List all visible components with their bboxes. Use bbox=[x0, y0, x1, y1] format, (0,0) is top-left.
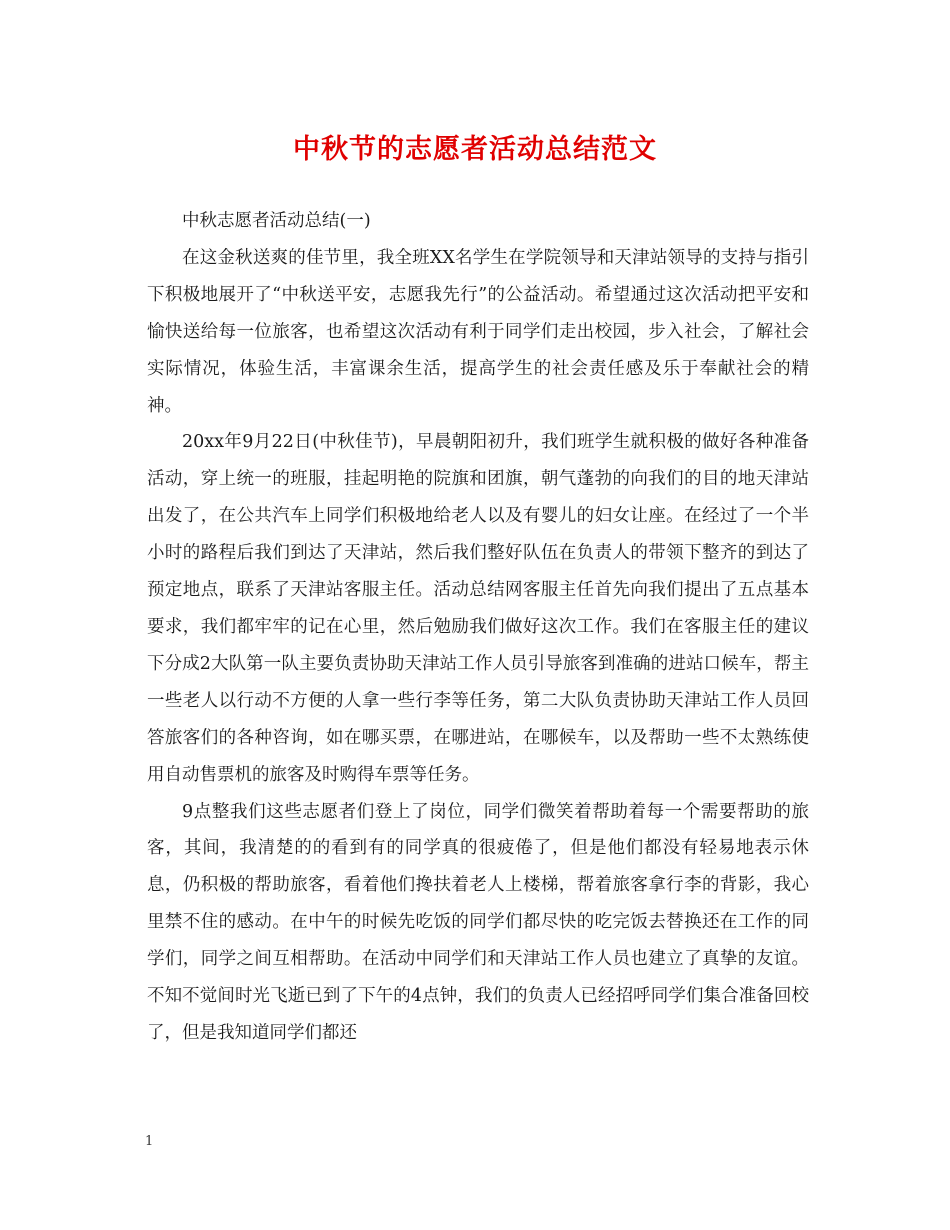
document-title: 中秋节的志愿者活动总结范文 bbox=[293, 134, 657, 165]
body-paragraph-1: 在这金秋送爽的佳节里，我全班XX名学生在学院领导和天津站领导的支持与指引下积极地展开了“中秋送平安，志愿我先行”的公益活动。希望通过这次活动把平安和愉快送给每一位旅客，也希望这次活动有利于同学们走出校园，步入社会，了解社会实际情况，体验生活，丰富课余生活，提高学生的社会责任感及乐于奉献社会的精神。 bbox=[147, 247, 809, 416]
page-number: 1 bbox=[145, 1134, 154, 1149]
document-body bbox=[147, 203, 809, 1052]
section-subheading: 中秋志愿者活动总结(一) bbox=[182, 211, 371, 231]
body-paragraph-2: 20xx年9月22日(中秋佳节)，早晨朝阳初升，我们班学生就积极的做好各种准备活动，穿上统一的班服，挂起明艳的院旗和团旗，朝气蓬勃的向我们的目的地天津站出发了，在公共汽车上同学们积极地给老人以及有婴儿的妇女让座。在经过了一个半小时的路程后我们到达了天津站，然后我们整好队伍在负责人的带领下整齐的到达了预定地点，联系了天津站客服主任。活动总结网客服主任首先向我们提出了五点基本要求，我们都牢牢的记在心里，然后勉励我们做好这次工作。我们在客服主任的建议下分成2大队第一队主要负责协助天津站工作人员引导旅客到准确的进站口候车，帮主一些老人以行动不方便的人拿一些行李等任务，第二大队负责协助天津站工作人员回答旅客们的各种咨询，如在哪买票，在哪进站，在哪候车，以及帮助一些不太熟练使用自动售票机的旅客及时购得车票等任务。 bbox=[147, 432, 809, 785]
body-paragraph-3: 9点整我们这些志愿者们登上了岗位，同学们微笑着帮助着每一个需要帮助的旅客，其间，我清楚的的看到有的同学真的很疲倦了，但是他们都没有轻易地表示休息，仍积极的帮助旅客，看着他们搀扶着老人上楼梯，帮着旅客拿行李的背影，我心里禁不住的感动。在中午的时候先吃饭的同学们都尽快的吃完饭去替换还在工作的同学们，同学之间互相帮助。在活动中同学们和天津站工作人员也建立了真挚的友谊。不知不觉间时光飞逝已到了下午的4点钟，我们的负责人已经招呼同学们集合准备回校了，但是我知道同学们都还 bbox=[147, 801, 809, 1043]
